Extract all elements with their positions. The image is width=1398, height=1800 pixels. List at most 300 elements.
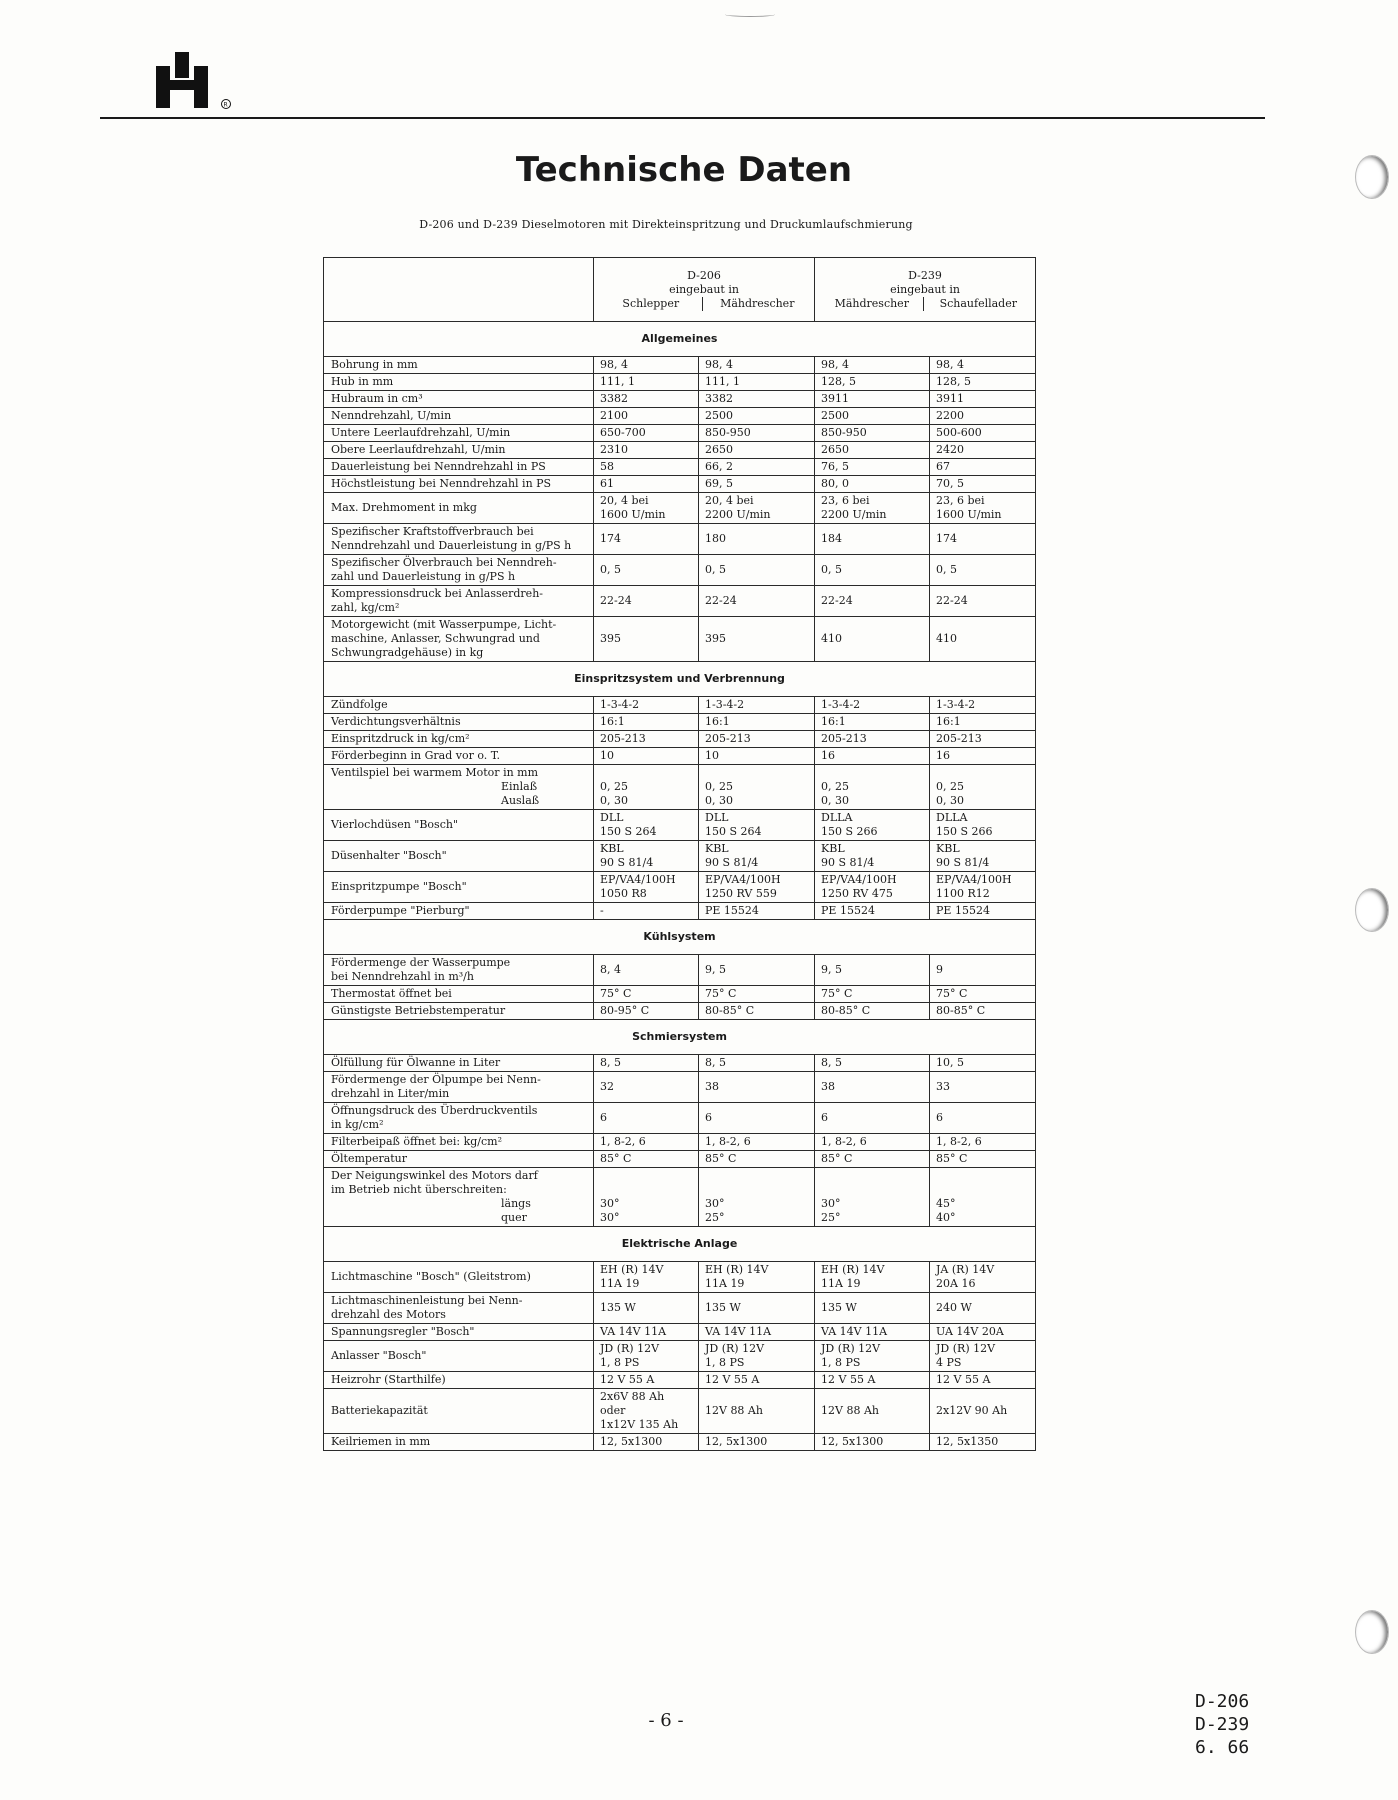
cell-line: Fördermenge der Wasserpumpe xyxy=(331,956,511,969)
cell-line: quer xyxy=(501,1211,527,1224)
cell-line xyxy=(821,1183,923,1197)
section-row xyxy=(324,1020,1036,1055)
row-value xyxy=(699,903,815,920)
cell-line: Nenndrehzahl, U/min xyxy=(331,409,452,422)
cell-line: 12, 5x1300 xyxy=(600,1435,663,1448)
cell-line: 90 S 81/4 xyxy=(600,856,654,869)
cell-line xyxy=(936,766,1029,780)
cell-line: 98, 4 xyxy=(600,358,628,371)
section-title: Allgemeines xyxy=(324,322,1036,357)
header-group-d-239 xyxy=(815,258,1036,322)
cell-line xyxy=(705,1169,808,1183)
row-value xyxy=(594,1324,699,1341)
row-value xyxy=(699,617,815,662)
row-value xyxy=(699,986,815,1003)
cell-line: 395 xyxy=(600,632,621,645)
row-value xyxy=(699,442,815,459)
row-value xyxy=(594,442,699,459)
section-row xyxy=(324,662,1036,697)
spec-row xyxy=(324,841,1036,872)
cell-line: 75° C xyxy=(821,987,853,1000)
row-value xyxy=(815,810,930,841)
row-value xyxy=(699,841,815,872)
cell-line: JA (R) 14V xyxy=(936,1263,995,1276)
cell-line: Förderbeginn in Grad vor o. T. xyxy=(331,749,500,762)
spec-table xyxy=(323,257,1036,1451)
section-row xyxy=(324,322,1036,357)
row-value xyxy=(699,1103,815,1134)
cell-line: 22-24 xyxy=(821,594,853,607)
cell-line: 8, 5 xyxy=(705,1056,726,1069)
cell-line: 111, 1 xyxy=(600,375,635,388)
row-value xyxy=(699,586,815,617)
cell-line: 1050 R8 xyxy=(600,887,647,900)
cell-line: 12V 88 Ah xyxy=(821,1404,879,1417)
cell-line: 9, 5 xyxy=(821,963,843,976)
cell-line: Einlaß xyxy=(501,780,538,793)
cell-line: 80, 0 xyxy=(821,477,850,490)
cell-line: Förderpumpe "Pierburg" xyxy=(331,904,470,917)
cell-line: oder xyxy=(600,1404,626,1417)
row-value xyxy=(815,841,930,872)
cell-line: 90 S 81/4 xyxy=(936,856,990,869)
row-value xyxy=(699,1055,815,1072)
cell-line: 58 xyxy=(600,460,614,473)
spec-row xyxy=(324,555,1036,586)
cell-line: 1, 8 PS xyxy=(821,1356,861,1369)
row-value xyxy=(930,1372,1036,1389)
row-value xyxy=(815,955,930,986)
row-value xyxy=(815,1055,930,1072)
cell-line: 30° xyxy=(600,1211,620,1224)
row-value xyxy=(930,391,1036,408)
cell-line: 1, 8 PS xyxy=(705,1356,745,1369)
cell-line: 3382 xyxy=(600,392,628,405)
cell-line xyxy=(936,1169,1029,1183)
row-value xyxy=(815,391,930,408)
cell-line: 10, 5 xyxy=(936,1056,965,1069)
cell-line: Höchstleistung bei Nenndrehzahl in PS xyxy=(331,477,552,490)
cell-line: Öltemperatur xyxy=(331,1152,408,1165)
cell-line: DLL xyxy=(705,811,729,824)
cell-line: 12 V 55 A xyxy=(821,1373,876,1386)
cell-line: Motorgewicht (mit Wasserpumpe, Licht- xyxy=(331,618,557,631)
row-value xyxy=(815,357,930,374)
cell-line: EP/VA4/100H xyxy=(936,873,1012,886)
row-label xyxy=(324,903,594,920)
row-value xyxy=(594,524,699,555)
row-value xyxy=(699,1293,815,1324)
cell-line: VA 14V 11A xyxy=(821,1325,888,1338)
cell-line: Zündfolge xyxy=(331,698,388,711)
cell-line: 12, 5x1350 xyxy=(936,1435,999,1448)
cell-line: VA 14V 11A xyxy=(600,1325,667,1338)
row-label xyxy=(324,442,594,459)
cell-line: Fördermenge der Ölpumpe bei Nenn- xyxy=(331,1073,541,1086)
row-value xyxy=(594,459,699,476)
cell-line: 12, 5x1300 xyxy=(821,1435,884,1448)
cell-line: KBL xyxy=(936,842,960,855)
row-value xyxy=(699,731,815,748)
cell-line: 1x12V 135 Ah xyxy=(600,1418,679,1431)
row-value xyxy=(699,408,815,425)
cell-line: 174 xyxy=(936,532,958,545)
row-value xyxy=(930,617,1036,662)
cell-line: 205-213 xyxy=(936,732,982,745)
cell-line: 0, 5 xyxy=(936,563,958,576)
row-value xyxy=(699,493,815,524)
row-value xyxy=(815,872,930,903)
cell-line: 2650 xyxy=(705,443,733,456)
spec-row xyxy=(324,1324,1036,1341)
row-label xyxy=(324,408,594,425)
row-value xyxy=(930,1003,1036,1020)
cell-line: 1, 8-2, 6 xyxy=(936,1135,982,1148)
row-value xyxy=(594,955,699,986)
row-value xyxy=(930,476,1036,493)
row-value xyxy=(815,765,930,810)
cell-line: Günstigste Betriebstemperatur xyxy=(331,1004,506,1017)
cell-line: 2420 xyxy=(936,443,965,456)
spec-row xyxy=(324,903,1036,920)
row-value xyxy=(699,357,815,374)
row-value xyxy=(594,1168,699,1227)
row-value xyxy=(594,986,699,1003)
cell-line: EP/VA4/100H xyxy=(821,873,897,886)
cell-line xyxy=(705,1183,808,1197)
row-value xyxy=(930,810,1036,841)
cell-line: KBL xyxy=(600,842,624,855)
cell-line: Hub in mm xyxy=(331,375,394,388)
row-value xyxy=(930,1324,1036,1341)
row-value xyxy=(699,1134,815,1151)
cell-line: 135 W xyxy=(705,1301,741,1314)
cell-line: Obere Leerlaufdrehzahl, U/min xyxy=(331,443,506,456)
cell-line: PE 15524 xyxy=(821,904,875,917)
row-value xyxy=(699,872,815,903)
row-value xyxy=(815,524,930,555)
cell-line: JD (R) 12V xyxy=(600,1342,660,1355)
row-value xyxy=(930,1293,1036,1324)
cell-line: 12, 5x1300 xyxy=(705,1435,768,1448)
cell-line: Lichtmaschine "Bosch" (Gleitstrom) xyxy=(331,1270,531,1283)
header-rule xyxy=(100,117,1265,119)
punch-hole-bottom xyxy=(1355,1610,1389,1654)
row-label xyxy=(324,1003,594,1020)
row-label xyxy=(324,1055,594,1072)
cell-line: 90 S 81/4 xyxy=(821,856,875,869)
row-value xyxy=(594,1134,699,1151)
cell-line: 135 W xyxy=(600,1301,636,1314)
cell-line: Spezifischer Ölverbrauch bei Nenndreh- xyxy=(331,556,557,569)
row-label xyxy=(324,697,594,714)
spec-row xyxy=(324,1341,1036,1372)
row-label xyxy=(324,1372,594,1389)
cell-line: DLLA xyxy=(936,811,968,824)
row-value xyxy=(699,1151,815,1168)
cell-line: 1250 RV 559 xyxy=(705,887,777,900)
row-label xyxy=(324,425,594,442)
cell-line: 85° C xyxy=(936,1152,968,1165)
row-value xyxy=(930,1434,1036,1451)
cell-line: EH (R) 14V xyxy=(600,1263,664,1276)
cell-line: im Betrieb nicht überschreiten: xyxy=(331,1183,507,1196)
row-value xyxy=(815,459,930,476)
row-value xyxy=(594,714,699,731)
spec-row xyxy=(324,748,1036,765)
cell-line: 850-950 xyxy=(821,426,867,439)
cell-line: Einspritzdruck in kg/cm² xyxy=(331,732,470,745)
section-row xyxy=(324,920,1036,955)
row-value xyxy=(594,841,699,872)
spec-row xyxy=(324,697,1036,714)
spec-row xyxy=(324,1293,1036,1324)
cell-line: DLLA xyxy=(821,811,853,824)
footer-code-line: D-239 xyxy=(1195,1714,1250,1735)
cell-line: 85° C xyxy=(600,1152,632,1165)
cell-line: 85° C xyxy=(705,1152,737,1165)
row-label xyxy=(324,1151,594,1168)
cell-line: PE 15524 xyxy=(936,904,990,917)
row-value xyxy=(930,841,1036,872)
row-value xyxy=(930,442,1036,459)
row-value xyxy=(699,1003,815,1020)
row-value xyxy=(815,617,930,662)
row-label xyxy=(324,731,594,748)
row-value xyxy=(815,714,930,731)
cell-line: 75° C xyxy=(705,987,737,1000)
row-value xyxy=(930,872,1036,903)
cell-line: 174 xyxy=(600,532,621,545)
cell-line: 180 xyxy=(705,532,726,545)
cell-line: Der Neigungswinkel des Motors darf xyxy=(331,1169,538,1182)
cell-line: 0, 30 xyxy=(705,794,733,807)
row-value xyxy=(594,1072,699,1103)
cell-line: 1600 U/min xyxy=(936,508,1002,521)
cell-line xyxy=(600,1169,692,1183)
spec-row xyxy=(324,1072,1036,1103)
row-value xyxy=(699,810,815,841)
spec-row xyxy=(324,374,1036,391)
cell-line: 80-95° C xyxy=(600,1004,650,1017)
cell-line: 128, 5 xyxy=(936,375,972,388)
spec-row xyxy=(324,459,1036,476)
header-sub xyxy=(821,297,1029,311)
spec-row xyxy=(324,357,1036,374)
cell-line: 410 xyxy=(936,632,958,645)
cell-line: 20A 16 xyxy=(936,1277,976,1290)
row-value xyxy=(815,408,930,425)
spec-row xyxy=(324,765,1036,810)
cell-line: 150 S 266 xyxy=(821,825,878,838)
cell-line: Anlasser "Bosch" xyxy=(331,1349,427,1362)
cell-line: 9 xyxy=(936,963,944,976)
row-value xyxy=(594,374,699,391)
row-label xyxy=(324,986,594,1003)
cell-line: 12 V 55 A xyxy=(600,1373,655,1386)
cell-line: 0, 30 xyxy=(600,794,628,807)
cell-line: Ölfüllung für Ölwanne in Liter xyxy=(331,1056,501,1069)
cell-line: 2650 xyxy=(821,443,850,456)
row-value xyxy=(699,765,815,810)
row-value xyxy=(594,391,699,408)
row-value xyxy=(699,1372,815,1389)
cell-line: 75° C xyxy=(600,987,632,1000)
cell-line: 20, 4 bei xyxy=(705,494,754,507)
cell-line: 1-3-4-2 xyxy=(705,698,745,711)
footer-code-line: 6. 66 xyxy=(1195,1737,1250,1758)
cell-line: 3382 xyxy=(705,392,733,405)
cell-line: Untere Leerlaufdrehzahl, U/min xyxy=(331,426,511,439)
header-note: eingebaut in xyxy=(890,282,960,296)
cell-line: 0, 25 xyxy=(821,780,850,793)
cell-line: 30° xyxy=(821,1197,841,1210)
row-value xyxy=(594,1103,699,1134)
row-value xyxy=(594,731,699,748)
cell-line: Öffnungsdruck des Überdruckventils xyxy=(331,1104,538,1117)
cell-line: Hubraum in cm³ xyxy=(331,392,423,405)
cell-line: 3911 xyxy=(936,392,965,405)
row-value xyxy=(930,408,1036,425)
page-number: - 6 - xyxy=(648,1710,684,1731)
cell-line: UA 14V 20A xyxy=(936,1325,1004,1338)
cell-line: maschine, Anlasser, Schwungrad und xyxy=(331,632,540,645)
cell-line: 33 xyxy=(936,1080,951,1093)
cell-line: 98, 4 xyxy=(821,358,850,371)
cell-line: 128, 5 xyxy=(821,375,857,388)
spec-row xyxy=(324,1103,1036,1134)
cell-line: 2200 xyxy=(936,409,965,422)
spec-row xyxy=(324,1134,1036,1151)
cell-line: EP/VA4/100H xyxy=(705,873,781,886)
row-value xyxy=(930,493,1036,524)
cell-line: 2500 xyxy=(821,409,850,422)
cell-line: 10 xyxy=(705,749,719,762)
row-label xyxy=(324,810,594,841)
row-value xyxy=(699,425,815,442)
row-value xyxy=(930,459,1036,476)
row-value xyxy=(815,1324,930,1341)
row-value xyxy=(594,1434,699,1451)
cell-line: EP/VA4/100H xyxy=(600,873,676,886)
row-value xyxy=(815,1072,930,1103)
cell-line: 2x6V 88 Ah xyxy=(600,1390,665,1403)
cell-line: 9, 5 xyxy=(705,963,726,976)
row-value xyxy=(594,493,699,524)
cell-line: 4 PS xyxy=(936,1356,962,1369)
cell-line: 205-213 xyxy=(705,732,751,745)
row-label xyxy=(324,748,594,765)
cell-line: 8, 4 xyxy=(600,963,621,976)
cell-line: 2100 xyxy=(600,409,628,422)
spec-row xyxy=(324,955,1036,986)
spec-row xyxy=(324,1168,1036,1227)
row-value xyxy=(815,1341,930,1372)
cell-line: 0, 5 xyxy=(821,563,843,576)
footer-codes xyxy=(1195,1690,1249,1759)
row-value xyxy=(699,459,815,476)
row-label xyxy=(324,586,594,617)
cell-line: 205-213 xyxy=(821,732,867,745)
row-value xyxy=(594,1151,699,1168)
row-value xyxy=(699,1324,815,1341)
cell-line: 61 xyxy=(600,477,614,490)
row-value xyxy=(699,1389,815,1434)
row-value xyxy=(594,586,699,617)
cell-line: Schwungradgehäuse) in kg xyxy=(331,646,484,659)
row-value xyxy=(594,765,699,810)
row-label xyxy=(324,765,594,810)
cell-line: 1, 8-2, 6 xyxy=(705,1135,751,1148)
row-value xyxy=(594,357,699,374)
spec-row xyxy=(324,1151,1036,1168)
row-value xyxy=(594,1341,699,1372)
cell-line: 1-3-4-2 xyxy=(936,698,976,711)
row-value xyxy=(699,1072,815,1103)
cell-line: KBL xyxy=(821,842,845,855)
row-value xyxy=(930,425,1036,442)
cell-line: zahl und Dauerleistung in g/PS h xyxy=(331,570,516,583)
row-label xyxy=(324,1103,594,1134)
cell-line: 30° xyxy=(705,1197,725,1210)
row-value xyxy=(815,1003,930,1020)
row-label xyxy=(324,1262,594,1293)
row-value xyxy=(815,1168,930,1227)
cell-line: EH (R) 14V xyxy=(705,1263,769,1276)
cell-line: 2200 U/min xyxy=(821,508,887,521)
cell-line: Batteriekapazität xyxy=(331,1404,428,1417)
row-value xyxy=(699,1262,815,1293)
row-value xyxy=(699,476,815,493)
row-label xyxy=(324,955,594,986)
row-value xyxy=(930,1168,1036,1227)
row-value xyxy=(815,748,930,765)
row-value xyxy=(930,374,1036,391)
cell-line: 184 xyxy=(821,532,843,545)
header-note: eingebaut in xyxy=(669,282,739,296)
row-value xyxy=(594,1003,699,1020)
row-label xyxy=(324,617,594,662)
row-value xyxy=(930,748,1036,765)
cell-line: 22-24 xyxy=(600,594,632,607)
cell-line: in kg/cm² xyxy=(331,1118,384,1131)
row-value xyxy=(699,374,815,391)
row-value xyxy=(699,391,815,408)
row-value xyxy=(815,1151,930,1168)
cell-line: 650-700 xyxy=(600,426,646,439)
row-value xyxy=(594,425,699,442)
cell-line: Einspritzpumpe "Bosch" xyxy=(331,880,467,893)
cell-line: zahl, kg/cm² xyxy=(331,601,400,614)
cell-line: 11A 19 xyxy=(821,1277,861,1290)
row-value xyxy=(815,555,930,586)
cell-line: Lichtmaschinenleistung bei Nenn- xyxy=(331,1294,523,1307)
row-label xyxy=(324,1134,594,1151)
cell-line: 38 xyxy=(821,1080,836,1093)
cell-line: 40° xyxy=(936,1211,956,1224)
row-value xyxy=(699,1341,815,1372)
cell-line: 80-85° C xyxy=(705,1004,755,1017)
cell-line: 12V 88 Ah xyxy=(705,1404,763,1417)
cell-line: 8, 5 xyxy=(821,1056,843,1069)
row-value xyxy=(930,524,1036,555)
spec-row xyxy=(324,442,1036,459)
row-value xyxy=(815,374,930,391)
cell-line: Düsenhalter "Bosch" xyxy=(331,849,447,862)
row-value xyxy=(699,555,815,586)
cell-line: 6 xyxy=(600,1111,607,1124)
cell-line: 410 xyxy=(821,632,843,645)
